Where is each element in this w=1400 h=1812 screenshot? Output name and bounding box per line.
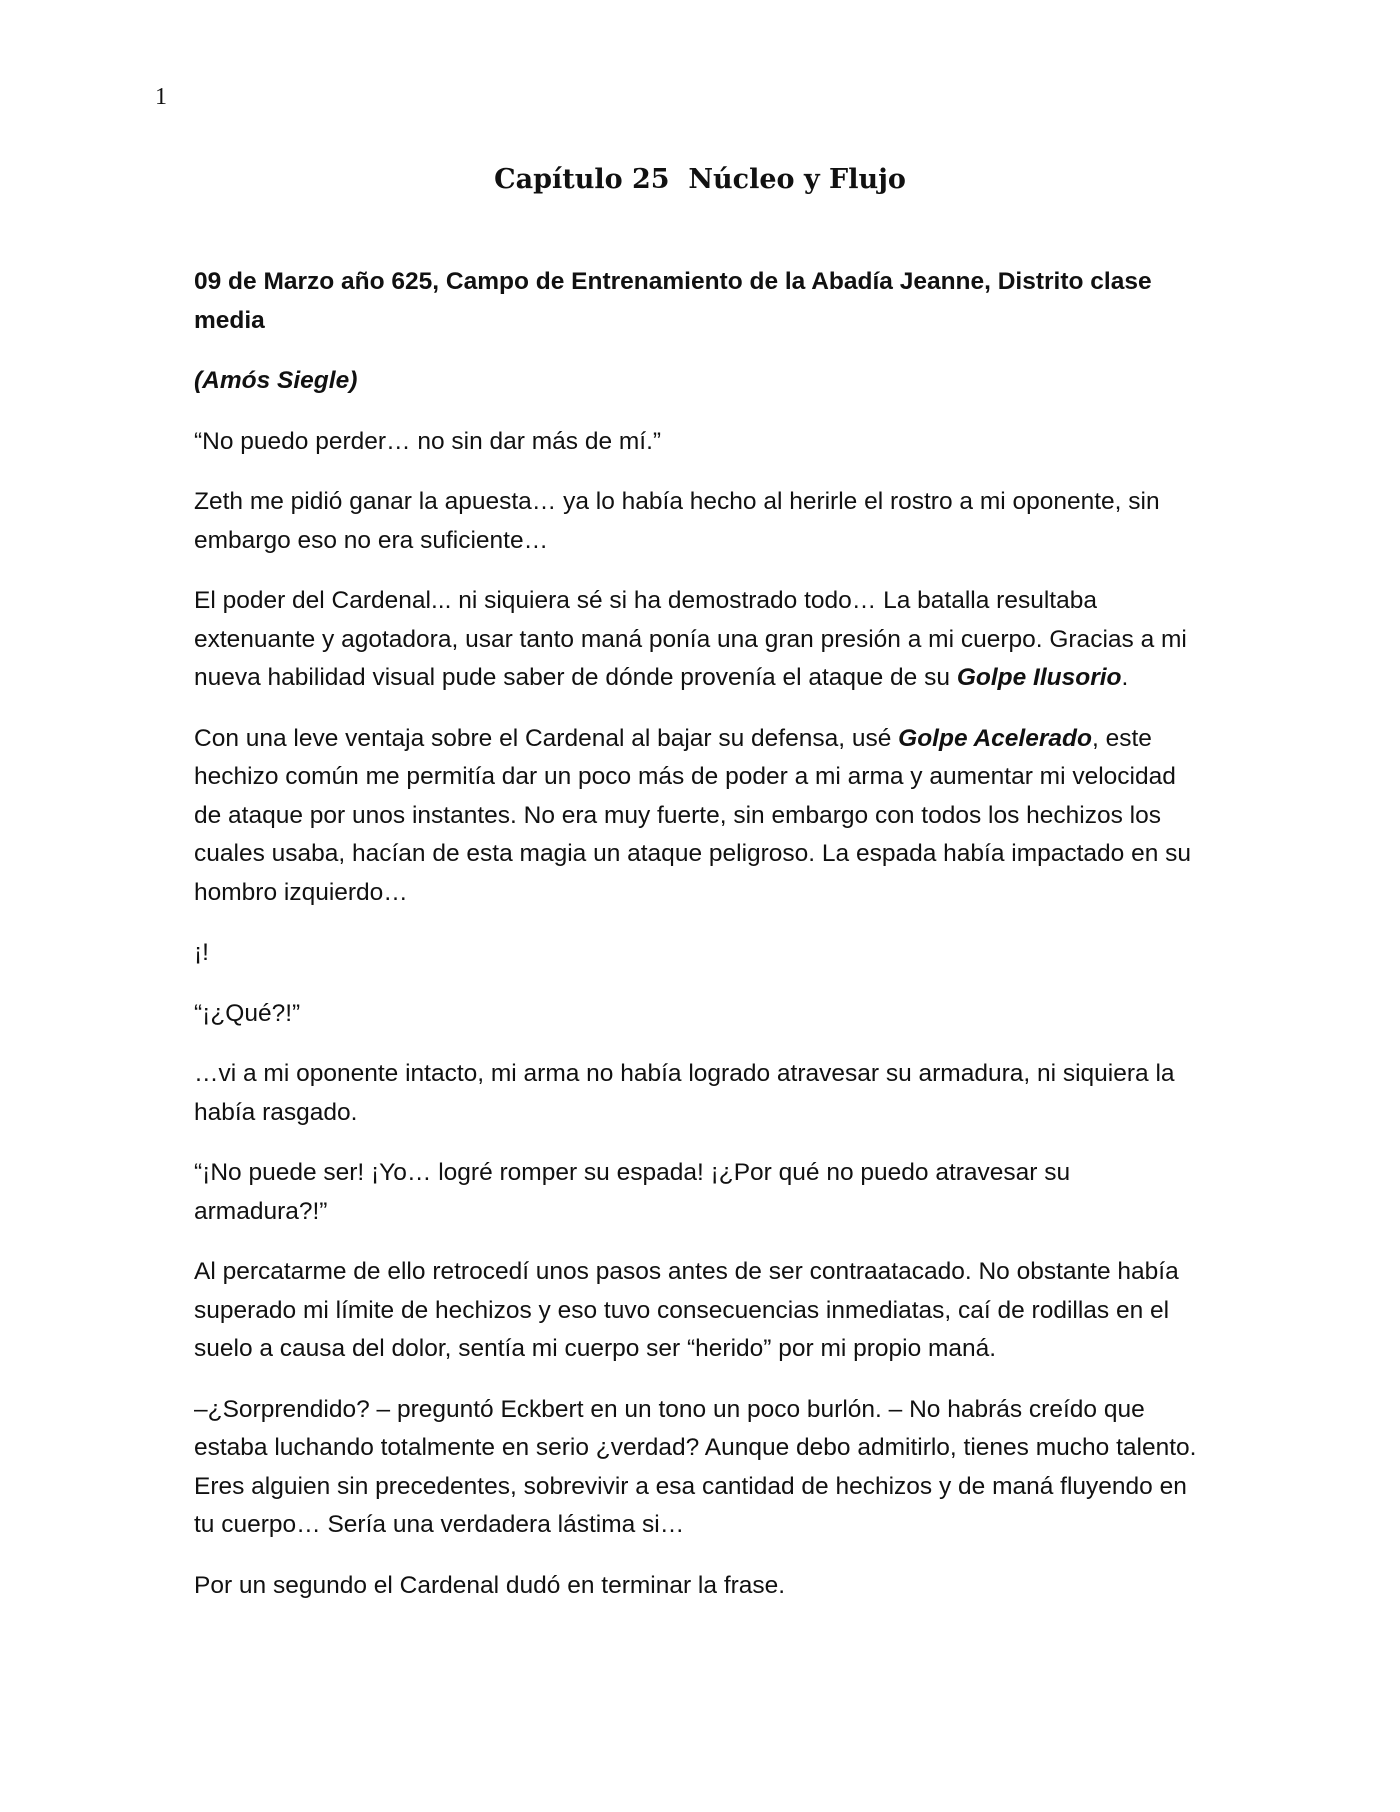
paragraph [194, 582, 1204, 698]
paragraph: Por un segundo el Cardenal dudó en terminar la frase. [194, 1571, 786, 1599]
paragraph: ¡! [194, 939, 209, 966]
paragraph-text: . [1121, 664, 1129, 691]
paragraph: Zeth me pidió ganar la apuesta… ya lo había hecho al herirle el rostro a mi oponente, sin embargo eso no era suficiente… [194, 488, 1160, 554]
document-body [194, 263, 1204, 1627]
page-number: 1 [155, 84, 167, 110]
paragraph: Al percatarme de ello retrocedí unos pasos antes de ser contraatacado. No obstante había superado mi límite de hechizos y eso tuvo consecuencias inmediatas, caí de rodillas en el suelo a causa del dolor, sentía mi cuerpo ser “herido” por mi propio maná. [194, 1258, 1179, 1362]
chapter-title: Capítulo 25 Núcleo y Flujo [494, 164, 906, 195]
paragraph: “No puedo perder… no sin dar más de mí.” [194, 427, 662, 455]
paragraph: –¿Sorprendido? – preguntó Eckbert en un tono un poco burlón. – No habrás creído que estaba luchando totalmente en serio ¿verdad? Aunque debo admitirlo, tienes mucho talento. Eres alguien sin precedentes, sobrevivir a esa cantidad de hechizos y de maná fluyendo en tu cuerpo… Sería una verdadera lástima si… [194, 1395, 1197, 1538]
paragraph: “¡No puede ser! ¡Yo… logré romper su espada! ¡¿Por qué no puedo atravesar su armadura?!” [194, 1159, 1071, 1225]
paragraph: “¡¿Qué?!” [194, 999, 301, 1027]
spell-name: Golpe Acelerado [898, 724, 1092, 752]
pov-label: (Amós Siegle) [194, 367, 358, 394]
spell-name: Golpe Ilusorio [956, 664, 1122, 691]
paragraph-text: Con una leve ventaja sobre el Cardenal al bajar su defensa, usé [194, 724, 899, 752]
paragraph-text: El poder del Cardenal... ni siquiera sé si ha demostrado todo… La batalla resultaba extenuante y agotadora, usar tanto maná ponía una gran presión a mi cuerpo. Gracias a mi nueva habilidad visual pude saber de dónde provenía el ataque de su [194, 587, 1187, 691]
paragraph-text: , este hechizo común me permitía dar un poco más de poder a mi arma y aumentar mi velocidad de ataque por unos instantes. No era muy fuerte, sin embargo con todos los hechizos los cuales usaba, hacían de esta magia un ataque peligroso. La espada había impactado en su hombro izquierdo… [194, 724, 1192, 906]
paragraph: …vi a mi oponente intacto, mi arma no había logrado atravesar su armadura, ni siquiera la había rasgado. [194, 1060, 1175, 1126]
paragraph [194, 720, 1204, 913]
section-heading: 09 de Marzo año 625, Campo de Entrenamiento de la Abadía Jeanne, Distrito clase media [194, 268, 1152, 334]
